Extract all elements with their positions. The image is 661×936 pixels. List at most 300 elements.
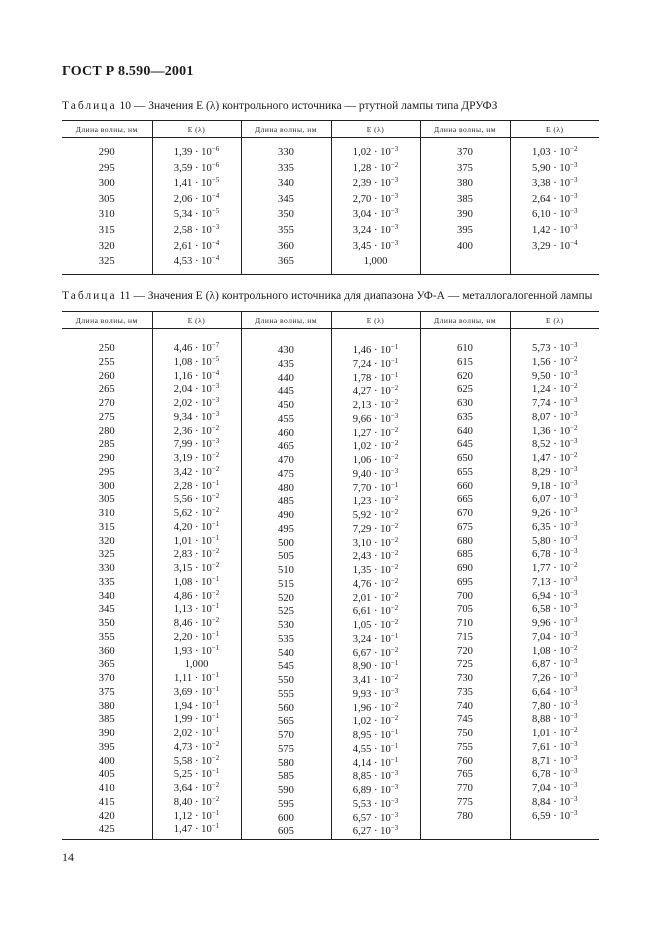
wavelength-cell: 520 (278, 592, 294, 604)
wavelength-cell: 300 (98, 178, 115, 190)
wavelength-cell: 275 (98, 411, 115, 423)
e-value-cell: $3,24 \cdot 10^{-1}$ (352, 631, 399, 645)
wavelength-cell: 290 (98, 453, 115, 464)
wavelength-cell: 510 (278, 565, 294, 576)
wavelength-cell: 410 (98, 783, 115, 794)
e-value-cell: $1,02 \cdot 10^{-3}$ (352, 145, 399, 158)
wavelength-cell: 585 (278, 771, 294, 783)
e-value-cell: $4,14 \cdot 10^{-1}$ (352, 755, 399, 769)
e-value-cell: $1,16 \cdot 10^{-4}$ (173, 368, 220, 382)
e-value-cell: $6,78 \cdot 10^{-3}$ (532, 547, 578, 561)
wavelength-cell: 295 (98, 466, 115, 478)
e-value-cell: $3,29 \cdot 10^{-4}$ (532, 238, 578, 252)
wavelength-cell: 500 (278, 537, 294, 549)
wavelength-cell: 385 (457, 193, 473, 205)
wavelength-cell: 455 (278, 413, 294, 425)
e-value-cell: $5,62 \cdot 10^{-2}$ (173, 506, 220, 519)
e-value-cell: $4,20 \cdot 10^{-1}$ (173, 519, 220, 533)
wavelength-cell: 645 (457, 439, 473, 451)
e-value-cell: $5,80 \cdot 10^{-3}$ (532, 533, 578, 547)
wavelength-cell: 515 (278, 578, 294, 590)
e-value-cell: $9,26 \cdot 10^{-3}$ (532, 506, 578, 519)
wavelength-cell: 700 (457, 590, 473, 602)
table11-wl-list-2 (242, 344, 331, 839)
wavelength-cell: 330 (278, 147, 294, 158)
wavelength-cell: 335 (278, 162, 294, 174)
table10-e-list-2 (332, 145, 420, 270)
e-value-cell: $8,71 \cdot 10^{-3}$ (532, 753, 578, 767)
e-value-cell: $6,78 \cdot 10^{-3}$ (532, 767, 578, 781)
table10-header-row (62, 121, 599, 138)
e-value-cell: $5,90 \cdot 10^{-3}$ (532, 160, 578, 174)
wavelength-cell: 620 (457, 370, 473, 382)
wavelength-cell: 770 (457, 783, 473, 794)
wavelength-cell: 545 (278, 661, 294, 673)
table11-header-row (62, 312, 599, 329)
wavelength-cell: 555 (278, 688, 294, 700)
wavelength-cell: 335 (98, 576, 115, 588)
e-value-cell: $7,70 \cdot 10^{-1}$ (352, 480, 399, 494)
e-value-cell: $9,18 \cdot 10^{-3}$ (532, 478, 578, 492)
e-value-cell: $1,03 \cdot 10^{-2}$ (532, 145, 578, 158)
wavelength-cell: 340 (98, 590, 115, 602)
wavelength-cell: 640 (457, 425, 473, 437)
e-value-cell: $6,57 \cdot 10^{-3}$ (352, 810, 399, 824)
wavelength-cell: 690 (457, 563, 473, 574)
e-value-cell: $9,40 \cdot 10^{-3}$ (352, 466, 399, 480)
table11-wl-list-1 (62, 342, 152, 837)
wavelength-cell: 660 (457, 480, 473, 492)
e-value-cell: $8,29 \cdot 10^{-3}$ (532, 464, 578, 478)
wavelength-cell: 330 (98, 563, 115, 574)
e-value-cell: $3,38 \cdot 10^{-3}$ (532, 176, 578, 190)
e-value-cell: $1,05 \cdot 10^{-2}$ (352, 618, 399, 631)
wavelength-cell: 625 (457, 384, 473, 396)
wavelength-cell: 315 (98, 521, 115, 533)
wavelength-cell: 530 (278, 620, 294, 631)
e-value-cell: $9,93 \cdot 10^{-3}$ (352, 686, 399, 700)
e-value-cell: $3,41 \cdot 10^{-2}$ (352, 673, 399, 686)
e-value-cell: $7,99 \cdot 10^{-3}$ (173, 437, 220, 451)
table11-e-list-1 (153, 342, 241, 837)
table10-e-list-3 (511, 145, 600, 254)
e-value-cell: $2,02 \cdot 10^{-3}$ (173, 396, 220, 409)
e-value-cell: $4,46 \cdot 10^{-7}$ (173, 341, 220, 354)
wavelength-cell: 715 (457, 631, 473, 643)
e-value-cell: $5,53 \cdot 10^{-3}$ (352, 796, 399, 810)
wavelength-cell: 260 (98, 370, 115, 382)
e-value-cell: $2,39 \cdot 10^{-3}$ (352, 176, 399, 190)
wavelength-cell: 365 (278, 256, 294, 268)
e-value-cell: $5,56 \cdot 10^{-2}$ (173, 492, 220, 506)
wavelength-cell: 340 (278, 178, 294, 190)
e-value-cell: $4,86 \cdot 10^{-2}$ (173, 588, 220, 602)
wavelength-cell: 310 (98, 209, 115, 221)
table11-col-e-2: E (λ) (331, 312, 420, 329)
wavelength-cell: 375 (98, 686, 115, 698)
wavelength-cell: 775 (457, 796, 473, 808)
wavelength-cell: 560 (278, 702, 294, 714)
wavelength-cell: 725 (457, 659, 473, 671)
e-value-cell: $1,02 \cdot 10^{-2}$ (352, 439, 399, 453)
e-value-cell: $4,73 \cdot 10^{-2}$ (173, 739, 220, 753)
e-value-cell: $7,26 \cdot 10^{-3}$ (532, 671, 578, 684)
e-value-cell: $5,25 \cdot 10^{-1}$ (173, 767, 220, 781)
e-value-cell: $9,96 \cdot 10^{-3}$ (532, 616, 578, 629)
wavelength-cell: 630 (457, 398, 473, 409)
wavelength-cell: 740 (457, 700, 473, 712)
table11-number: 11 (119, 290, 131, 302)
e-value-cell: $1,93 \cdot 10^{-1}$ (173, 643, 220, 657)
table11-wl-list-3 (421, 342, 510, 823)
wavelength-cell: 450 (278, 400, 294, 411)
wavelength-cell: 385 (98, 714, 115, 726)
wavelength-cell: 540 (278, 647, 294, 659)
wavelength-cell: 350 (278, 209, 294, 221)
e-value-cell: $2,20 \cdot 10^{-1}$ (173, 629, 220, 643)
e-value-cell: $9,66 \cdot 10^{-3}$ (352, 411, 399, 425)
wavelength-cell: 695 (457, 576, 473, 588)
e-value-cell: $1,35 \cdot 10^{-2}$ (352, 563, 399, 576)
e-value-cell: $1,78 \cdot 10^{-1}$ (352, 370, 399, 384)
wavelength-cell: 580 (278, 757, 294, 769)
wavelength-cell: 255 (98, 356, 115, 368)
e-value-cell: $3,19 \cdot 10^{-2}$ (173, 451, 220, 464)
table11-label: Таблица (62, 290, 117, 302)
e-value-cell: $8,46 \cdot 10^{-2}$ (173, 616, 220, 629)
wavelength-cell: 250 (98, 343, 115, 354)
wavelength-cell: 665 (457, 494, 473, 506)
wavelength-cell: 765 (457, 769, 473, 781)
e-value-cell: $8,84 \cdot 10^{-3}$ (532, 794, 578, 808)
wavelength-cell: 265 (98, 384, 115, 396)
table10-wl-list-2 (242, 145, 331, 270)
wavelength-cell: 380 (98, 700, 115, 712)
e-value-cell: $7,04 \cdot 10^{-3}$ (532, 781, 578, 794)
e-value-cell: 1,000 (363, 256, 388, 268)
e-value-cell: $1,02 \cdot 10^{-2}$ (352, 714, 399, 728)
wavelength-cell: 280 (98, 425, 115, 437)
wavelength-cell: 315 (98, 224, 115, 236)
e-value-cell: $6,89 \cdot 10^{-3}$ (352, 783, 399, 796)
table10-col-wavelength-2: Длина волны, нм (241, 121, 331, 138)
e-value-cell: $2,70 \cdot 10^{-3}$ (352, 191, 399, 205)
table10-title: — Значения E (λ) контрольного источника — ртутной лампы типа ДРУФЗ (130, 100, 498, 112)
e-value-cell: $6,67 \cdot 10^{-2}$ (352, 645, 399, 659)
table10-wl-list-3 (421, 145, 510, 254)
e-value-cell: $7,24 \cdot 10^{-1}$ (352, 356, 399, 370)
wavelength-cell: 710 (457, 618, 473, 629)
e-value-cell: $5,58 \cdot 10^{-2}$ (173, 753, 220, 767)
wavelength-cell: 590 (278, 785, 294, 796)
e-value-cell: $1,08 \cdot 10^{-5}$ (173, 354, 220, 368)
wavelength-cell: 780 (457, 810, 473, 822)
table11-e-list-3 (511, 342, 600, 823)
e-value-cell: $1,27 \cdot 10^{-2}$ (352, 425, 399, 439)
wavelength-cell: 395 (457, 224, 473, 236)
e-value-cell: $3,45 \cdot 10^{-3}$ (352, 238, 399, 252)
e-value-cell: $8,85 \cdot 10^{-3}$ (352, 769, 399, 783)
wavelength-cell: 760 (457, 755, 473, 767)
wavelength-cell: 390 (98, 728, 115, 739)
table10-caption (62, 100, 497, 112)
e-value-cell: $1,08 \cdot 10^{-2}$ (532, 643, 578, 657)
wavelength-cell: 325 (98, 256, 115, 268)
e-value-cell: $1,94 \cdot 10^{-1}$ (173, 698, 220, 712)
e-value-cell: $2,06 \cdot 10^{-4}$ (173, 191, 220, 205)
e-value-cell: $4,53 \cdot 10^{-4}$ (173, 254, 220, 268)
e-value-cell: $6,94 \cdot 10^{-3}$ (532, 588, 578, 602)
wavelength-cell: 285 (98, 439, 115, 451)
wavelength-cell: 380 (457, 178, 473, 190)
e-value-cell: $6,35 \cdot 10^{-3}$ (532, 519, 578, 533)
e-value-cell: $1,08 \cdot 10^{-1}$ (173, 574, 220, 588)
wavelength-cell: 310 (98, 508, 115, 519)
wavelength-cell: 415 (98, 796, 115, 808)
e-value-cell: $7,13 \cdot 10^{-3}$ (532, 574, 578, 588)
wavelength-cell: 360 (98, 645, 115, 657)
wavelength-cell: 720 (457, 645, 473, 657)
table11-title: — Значения E (λ) контрольного источника для диапазона УФ-А — металлогалогенной лампы (130, 290, 593, 302)
e-value-cell: $2,64 \cdot 10^{-3}$ (532, 191, 578, 205)
table11-col-wavelength-2: Длина волны, нм (241, 312, 331, 329)
wavelength-cell: 445 (278, 386, 294, 398)
table10-col-wavelength-1: Длина волны, нм (62, 121, 152, 138)
wavelength-cell: 370 (98, 673, 115, 684)
e-value-cell: $7,74 \cdot 10^{-3}$ (532, 396, 578, 409)
e-value-cell: $9,34 \cdot 10^{-3}$ (173, 409, 220, 423)
e-value-cell: $7,80 \cdot 10^{-3}$ (532, 698, 578, 712)
wavelength-cell: 355 (98, 631, 115, 643)
wavelength-cell: 350 (98, 618, 115, 629)
wavelength-cell: 305 (98, 494, 115, 506)
e-value-cell: $1,39 \cdot 10^{-6}$ (173, 145, 220, 158)
wavelength-cell: 420 (98, 810, 115, 822)
e-value-cell: $1,47 \cdot 10^{-2}$ (532, 451, 578, 464)
e-value-cell: $2,61 \cdot 10^{-4}$ (173, 238, 220, 252)
table10 (62, 120, 599, 275)
e-value-cell: $3,24 \cdot 10^{-3}$ (352, 222, 399, 236)
table11-col-e-1: E (λ) (152, 312, 241, 329)
wavelength-cell: 565 (278, 716, 294, 728)
wavelength-cell: 440 (278, 372, 294, 384)
table11-col-e-3: E (λ) (510, 312, 599, 329)
table10-wl-list-1 (62, 145, 152, 270)
e-value-cell: $3,64 \cdot 10^{-2}$ (173, 781, 220, 794)
e-value-cell: $2,43 \cdot 10^{-2}$ (352, 549, 399, 563)
wavelength-cell: 610 (457, 343, 473, 354)
wavelength-cell: 345 (278, 193, 294, 205)
e-value-cell: $7,29 \cdot 10^{-2}$ (352, 521, 399, 535)
table11-col-wavelength-1: Длина волны, нм (62, 312, 152, 329)
e-value-cell: $2,28 \cdot 10^{-1}$ (173, 478, 220, 492)
wavelength-cell: 460 (278, 427, 294, 439)
wavelength-cell: 755 (457, 741, 473, 753)
e-value-cell: $6,58 \cdot 10^{-3}$ (532, 602, 578, 616)
e-value-cell: $2,04 \cdot 10^{-3}$ (173, 382, 220, 396)
wavelength-cell: 400 (457, 240, 473, 252)
e-value-cell: $1,46 \cdot 10^{-1}$ (352, 343, 399, 356)
e-value-cell: $2,13 \cdot 10^{-2}$ (352, 398, 399, 411)
e-value-cell: $4,55 \cdot 10^{-1}$ (352, 741, 399, 755)
table11 (62, 311, 599, 840)
wavelength-cell: 685 (457, 549, 473, 561)
wavelength-cell: 655 (457, 466, 473, 478)
table10-col-wavelength-3: Длина волны, нм (420, 121, 510, 138)
wavelength-cell: 600 (278, 812, 294, 824)
e-value-cell: $8,95 \cdot 10^{-1}$ (352, 728, 399, 741)
wavelength-cell: 745 (457, 714, 473, 726)
document-header: ГОСТ Р 8.590—2001 (62, 64, 194, 79)
e-value-cell: $6,07 \cdot 10^{-3}$ (532, 492, 578, 506)
wavelength-cell: 475 (278, 468, 294, 480)
wavelength-cell: 615 (457, 356, 473, 368)
e-value-cell: $8,07 \cdot 10^{-3}$ (532, 409, 578, 423)
e-value-cell: $1,13 \cdot 10^{-1}$ (173, 602, 220, 616)
wavelength-cell: 490 (278, 510, 294, 521)
wavelength-cell: 270 (98, 398, 115, 409)
e-value-cell: $3,69 \cdot 10^{-1}$ (173, 684, 220, 698)
wavelength-cell: 325 (98, 549, 115, 561)
e-value-cell: $6,61 \cdot 10^{-2}$ (352, 604, 399, 618)
e-value-cell: $8,90 \cdot 10^{-1}$ (352, 659, 399, 673)
e-value-cell: $8,40 \cdot 10^{-2}$ (173, 794, 220, 808)
e-value-cell: $2,83 \cdot 10^{-2}$ (173, 547, 220, 561)
e-value-cell: $3,59 \cdot 10^{-6}$ (173, 160, 220, 174)
wavelength-cell: 670 (457, 508, 473, 519)
e-value-cell: $5,92 \cdot 10^{-2}$ (352, 508, 399, 521)
e-value-cell: $6,10 \cdot 10^{-3}$ (532, 207, 578, 221)
e-value-cell: 1,000 (184, 659, 209, 671)
wavelength-cell: 650 (457, 453, 473, 464)
table10-e-list-1 (153, 145, 241, 270)
e-value-cell: $6,64 \cdot 10^{-3}$ (532, 684, 578, 698)
e-value-cell: $1,42 \cdot 10^{-3}$ (532, 222, 578, 236)
e-value-cell: $1,23 \cdot 10^{-2}$ (352, 494, 399, 508)
e-value-cell: $9,50 \cdot 10^{-3}$ (532, 368, 578, 382)
e-value-cell: $4,76 \cdot 10^{-2}$ (352, 576, 399, 590)
wavelength-cell: 705 (457, 604, 473, 616)
wavelength-cell: 435 (278, 358, 294, 370)
wavelength-cell: 470 (278, 455, 294, 466)
wavelength-cell: 345 (98, 604, 115, 616)
wavelength-cell: 535 (278, 633, 294, 645)
table11-e-list-2 (332, 344, 420, 839)
e-value-cell: $2,36 \cdot 10^{-2}$ (173, 423, 220, 437)
wavelength-cell: 425 (98, 824, 115, 836)
wavelength-cell: 395 (98, 741, 115, 753)
wavelength-cell: 390 (457, 209, 473, 221)
e-value-cell: $1,06 \cdot 10^{-2}$ (352, 453, 399, 466)
table10-body-row (62, 138, 599, 275)
table10-label: Таблица (62, 100, 117, 112)
e-value-cell: $8,52 \cdot 10^{-3}$ (532, 437, 578, 451)
wavelength-cell: 480 (278, 482, 294, 494)
wavelength-cell: 595 (278, 798, 294, 810)
table11-caption (62, 290, 592, 302)
wavelength-cell: 400 (98, 755, 115, 767)
e-value-cell: $1,24 \cdot 10^{-2}$ (532, 382, 578, 396)
wavelength-cell: 485 (278, 496, 294, 508)
wavelength-cell: 735 (457, 686, 473, 698)
wavelength-cell: 635 (457, 411, 473, 423)
e-value-cell: $1,01 \cdot 10^{-2}$ (532, 726, 578, 739)
wavelength-cell: 355 (278, 224, 294, 236)
e-value-cell: $3,42 \cdot 10^{-2}$ (173, 464, 220, 478)
wavelength-cell: 290 (98, 147, 115, 158)
table10-col-e-3: E (λ) (510, 121, 599, 138)
e-value-cell: $6,27 \cdot 10^{-3}$ (352, 824, 399, 838)
wavelength-cell: 370 (457, 147, 473, 158)
wavelength-cell: 525 (278, 606, 294, 618)
wavelength-cell: 405 (98, 769, 115, 781)
e-value-cell: $7,04 \cdot 10^{-3}$ (532, 629, 578, 643)
e-value-cell: $8,88 \cdot 10^{-3}$ (532, 712, 578, 726)
e-value-cell: $1,77 \cdot 10^{-2}$ (532, 561, 578, 574)
e-value-cell: $3,15 \cdot 10^{-2}$ (173, 561, 220, 574)
e-value-cell: $1,28 \cdot 10^{-2}$ (352, 160, 399, 174)
e-value-cell: $4,27 \cdot 10^{-2}$ (352, 384, 399, 398)
e-value-cell: $3,10 \cdot 10^{-2}$ (352, 535, 399, 549)
wavelength-cell: 365 (98, 659, 115, 671)
wavelength-cell: 430 (278, 345, 294, 356)
wavelength-cell: 750 (457, 728, 473, 739)
e-value-cell: $1,96 \cdot 10^{-2}$ (352, 700, 399, 714)
e-value-cell: $5,34 \cdot 10^{-5}$ (173, 207, 220, 221)
e-value-cell: $6,59 \cdot 10^{-3}$ (532, 808, 578, 822)
e-value-cell: $5,73 \cdot 10^{-3}$ (532, 341, 578, 354)
wavelength-cell: 605 (278, 826, 294, 838)
wavelength-cell: 495 (278, 523, 294, 535)
e-value-cell: $1,41 \cdot 10^{-5}$ (173, 176, 220, 190)
wavelength-cell: 505 (278, 551, 294, 563)
table10-col-e-2: E (λ) (331, 121, 420, 138)
e-value-cell: $1,56 \cdot 10^{-2}$ (532, 354, 578, 368)
wavelength-cell: 575 (278, 743, 294, 755)
table10-number: 10 (119, 100, 131, 112)
wavelength-cell: 675 (457, 521, 473, 533)
wavelength-cell: 730 (457, 673, 473, 684)
wavelength-cell: 320 (98, 240, 115, 252)
e-value-cell: $1,01 \cdot 10^{-1}$ (173, 533, 220, 547)
e-value-cell: $2,02 \cdot 10^{-1}$ (173, 726, 220, 739)
table11-body-row (62, 329, 599, 840)
wavelength-cell: 375 (457, 162, 473, 174)
e-value-cell: $2,58 \cdot 10^{-3}$ (173, 222, 220, 236)
wavelength-cell: 465 (278, 441, 294, 453)
e-value-cell: $6,87 \cdot 10^{-3}$ (532, 657, 578, 671)
table11-col-wavelength-3: Длина волны, нм (420, 312, 510, 329)
wavelength-cell: 550 (278, 675, 294, 686)
wavelength-cell: 680 (457, 535, 473, 547)
e-value-cell: $1,99 \cdot 10^{-1}$ (173, 712, 220, 726)
wavelength-cell: 320 (98, 535, 115, 547)
page-number: 14 (62, 850, 74, 864)
e-value-cell: $3,04 \cdot 10^{-3}$ (352, 207, 399, 221)
e-value-cell: $1,11 \cdot 10^{-1}$ (173, 671, 220, 684)
wavelength-cell: 570 (278, 730, 294, 741)
wavelength-cell: 360 (278, 240, 294, 252)
wavelength-cell: 295 (98, 162, 115, 174)
e-value-cell: $1,12 \cdot 10^{-1}$ (173, 808, 220, 822)
e-value-cell: $1,47 \cdot 10^{-1}$ (173, 822, 220, 836)
e-value-cell: $7,61 \cdot 10^{-3}$ (532, 739, 578, 753)
wavelength-cell: 300 (98, 480, 115, 492)
e-value-cell: $1,36 \cdot 10^{-2}$ (532, 423, 578, 437)
table10-col-e-1: E (λ) (152, 121, 241, 138)
e-value-cell: $2,01 \cdot 10^{-2}$ (352, 590, 399, 604)
wavelength-cell: 305 (98, 193, 115, 205)
